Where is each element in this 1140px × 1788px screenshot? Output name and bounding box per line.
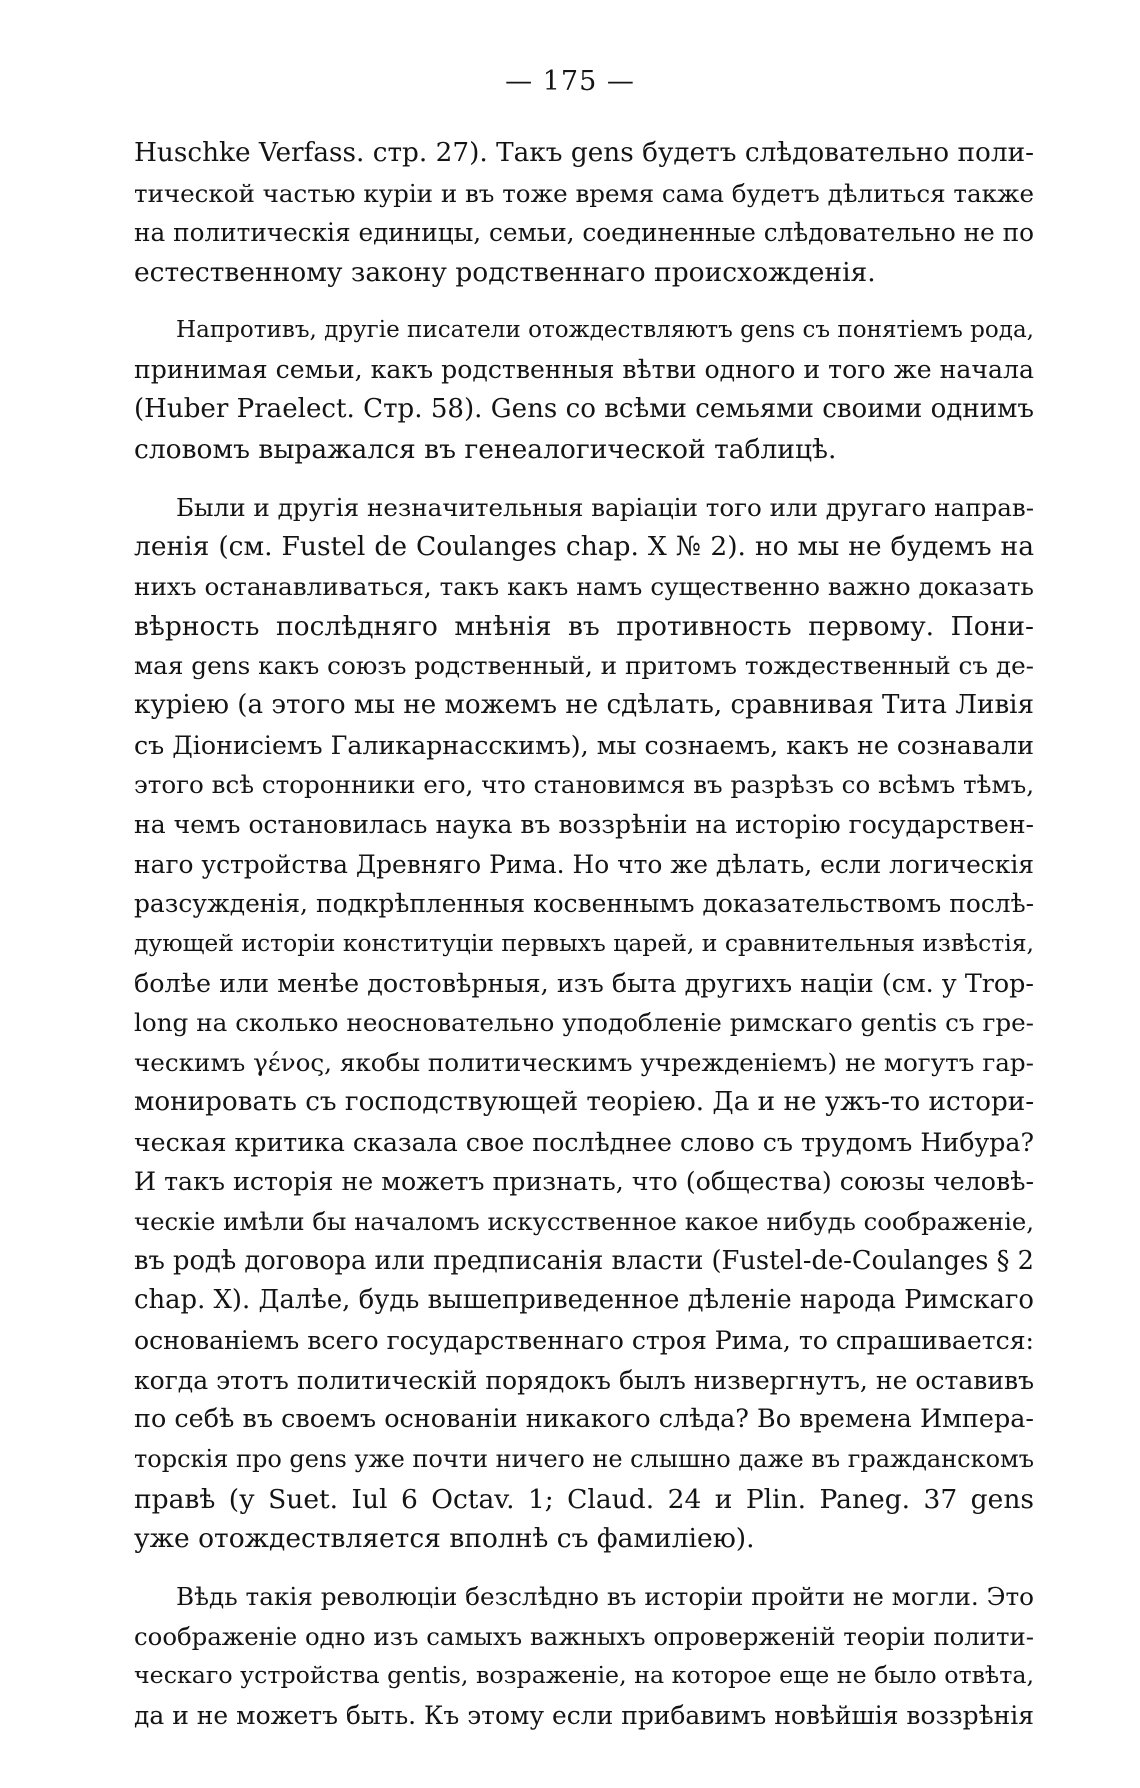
text-line: уже отождествляется вполнѣ съ фамиліею). bbox=[134, 1523, 755, 1555]
text-line: (Huber Praelect. Стр. 58). Gens со всѣми семьями своими однимъ bbox=[134, 394, 1034, 425]
text-line: этого всѣ сторонники его, что становимся въ разрѣзъ со всѣмъ тѣмъ, bbox=[134, 770, 1035, 800]
text-line: словомъ выражался въ генеалогической таблицѣ. bbox=[134, 433, 837, 465]
text-line: да и не можетъ быть. Къ этому если прибавимъ новѣйшія воззрѣнія bbox=[134, 1701, 1034, 1731]
text-line: въ родѣ договора или предписанія власти (Fustel-de-Coulanges § 2 bbox=[134, 1245, 1034, 1276]
text-line: вѣрность послѣдняго мнѣнія въ противность первому. Пони- bbox=[134, 610, 1034, 642]
text-line: long на сколько неосновательно уподобленіе римскаго gentis съ гре- bbox=[134, 1008, 1034, 1038]
text-line: на политическія единицы, семьи, соединенные слѣдовательно не по bbox=[134, 218, 1034, 248]
text-line: ческимъ γένος, якобы политическимъ учрежденіемъ) не могутъ гар- bbox=[134, 1048, 1034, 1078]
text-line: И такъ исторія не можетъ признать, что (общества) союзы человѣ- bbox=[134, 1167, 1034, 1197]
page-body-text bbox=[134, 134, 1034, 1736]
text-line: принимая семьи, какъ родственныя вѣтви одного и того же начала bbox=[134, 355, 1034, 385]
paragraph-1 bbox=[134, 134, 1034, 293]
text-line: основаніемъ всего государственнаго строя Рима, то спрашивается: bbox=[134, 1325, 1035, 1355]
page-number: — 175 — bbox=[505, 66, 635, 97]
text-line: болѣе или менѣе достовѣрныя, изъ быта другихъ націи (см. у Trop- bbox=[134, 967, 1034, 998]
text-line: мая gens какъ союзъ родственный, и притомъ тождественный съ де- bbox=[134, 651, 1034, 681]
text-line: куріею (а этого мы не можемъ не сдѣлать, сравнивая Тита Ливія bbox=[134, 689, 1034, 720]
paragraph-3 bbox=[134, 488, 1034, 1560]
text-line: естественному закону родственнаго происхожденія. bbox=[134, 257, 876, 289]
text-line: съ Діонисіемъ Галикарнасскимъ), мы сознаемъ, какъ не сознавали bbox=[134, 730, 1034, 760]
text-line: торскія про gens уже почти ничего не слышно даже въ гражданскомъ bbox=[134, 1445, 1034, 1473]
text-line: Были и другія незначительныя варіаціи того или другаго направ- bbox=[176, 492, 1034, 522]
text-line: монировать съ господствующей теоріею. Да и не ужъ-то истори- bbox=[134, 1086, 1035, 1117]
text-line: chap. X). Далѣе, будь вышеприведенное дѣленіе народа Римскаго bbox=[134, 1285, 1034, 1316]
text-line: на чемъ остановилась наука въ воззрѣніи на исторію государствен- bbox=[134, 810, 1034, 839]
text-line: тической частью куріи и въ тоже время сама будетъ дѣлиться также bbox=[134, 178, 1034, 208]
paragraph-4 bbox=[134, 1577, 1034, 1736]
text-line: разсужденія, подкрѣпленныя косвеннымъ доказательствомъ послѣ- bbox=[134, 889, 1034, 919]
paragraph-2 bbox=[134, 311, 1034, 470]
text-line: соображеніе одно изъ самыхъ важныхъ опроверженій теоріи полити- bbox=[134, 1621, 1034, 1651]
text-line: ческая критика сказала свое послѣднее слово съ трудомъ Нибура? bbox=[134, 1127, 1034, 1157]
text-line: наго устройства Древняго Рима. Но что же дѣлать, если логическія bbox=[134, 849, 1034, 879]
text-line: ческаго устройства gentis, возраженіе, на которое еще не было отвѣта, bbox=[134, 1661, 1034, 1690]
text-line: нихъ останавливаться, такъ какъ намъ существенно важно доказать bbox=[134, 571, 1034, 601]
text-line: ленія (см. Fustel de Coulanges chap. X № 2). но мы не будемъ на bbox=[134, 531, 1034, 563]
text-line: Вѣдь такія революціи безслѣдно въ исторіи пройти не могли. Это bbox=[176, 1582, 1034, 1612]
text-line: по себѣ въ своемъ основаніи никакого слѣда? Во времена Импера- bbox=[134, 1404, 1034, 1435]
text-line: Напротивъ, другіе писатели отождествляютъ gens съ понятіемъ рода, bbox=[176, 316, 1034, 343]
text-line: дующей исторіи конституціи первыхъ царей, и сравнительныя извѣстія, bbox=[134, 929, 1034, 958]
text-line: Huschke Verfass. стр. 27). Такъ gens будетъ слѣдовательно поли- bbox=[134, 138, 1034, 168]
text-line: когда этотъ политическій порядокъ былъ низвергнутъ, не оставивъ bbox=[134, 1365, 1034, 1395]
text-line: ческіе имѣли бы началомъ искусственное какое нибудь соображеніе, bbox=[134, 1206, 1034, 1236]
text-line: правѣ (у Suet. Iul 6 Octav. 1; Claud. 24 и Plin. Paneg. 37 gens bbox=[134, 1483, 1034, 1515]
